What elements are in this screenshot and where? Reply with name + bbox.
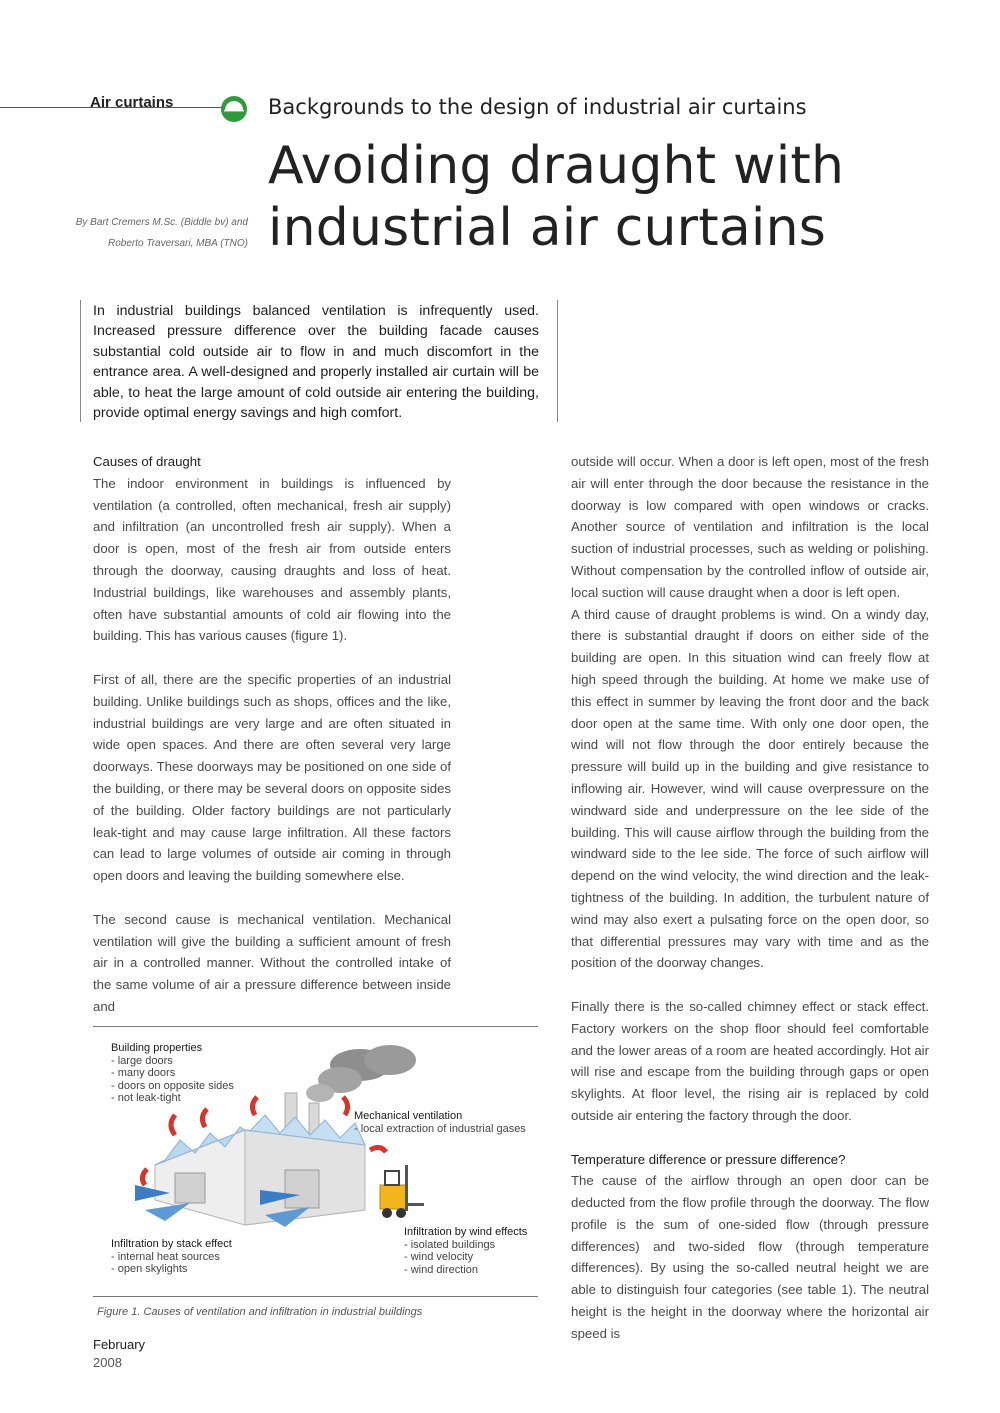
title-line-1: Avoiding draught with: [268, 136, 845, 196]
section-heading-temperature: Temperature difference or pressure difference?: [571, 1151, 846, 1167]
figure-label-wind: [404, 1226, 527, 1276]
paragraph: outside will occur. When a door is left open, most of the fresh air will enter through the door because the resistance in the doorway is low compared with open windows or cracks. Another source of ventilation and infiltration is the local suction of industrial processes, such as welding or polishing. Without compensation by the controlled inflow of outside air, local suction will cause draught when a door is left open.: [571, 454, 929, 600]
figure-label-title: Building properties: [111, 1042, 203, 1054]
byline-line-1: By Bart Cremers M.Sc. (Biddle bv) and: [75, 217, 248, 228]
lead-paragraph: In industrial buildings balanced ventilation is infrequently used. Increased pressure difference over the building facade causes substantial cold outside air to flow in and much discomfort in the entrance area. A well-designed and properly installed air curtain will be able, to heat the large amount of cold outside air entering the building, provide optimal energy savings and high comfort.: [93, 303, 539, 422]
paragraph: The indoor environment in buildings is influenced by ventilation (a controlled, often mechanical, fresh air supply) and infiltration (an uncontrolled fresh air supply). When a door is open, most of the fresh air from outside enters through the doorway, causing draughts and loss of heat. Industrial buildings, like warehouses and assembly plants, often have substantial amounts of cold air flowing into the building. This has various causes (figure 1).: [93, 475, 451, 644]
figure-label-item: - internal heat sources: [111, 1250, 220, 1263]
kicker: Backgrounds to the design of industrial air curtains: [268, 95, 807, 119]
figure-label-item: - many doors: [111, 1067, 176, 1079]
figure-top-rule: [93, 1026, 538, 1027]
figure-bottom-rule: [93, 1296, 538, 1297]
figure-label-item: - wind velocity: [404, 1251, 474, 1263]
figure-label-stack: [111, 1238, 232, 1276]
figure-label-item: - wind direction: [404, 1263, 478, 1276]
paragraph: First of all, there are the specific properties of an industrial building. Unlike buildings such as shops, offices and the like, industrial buildings are very large and are often situated in wide open spaces. And there are often several very large doorways. These doorways may be positioned on one side of the building, or there may be several doors on opposite sides of the building. Older factory buildings are not particularly leak-tight and may cause large infiltration. All these factors can lead to large volumes of outside air coming in through open doors and leaving the building somewhere else.: [93, 671, 451, 884]
figure-label-item: - isolated buildings: [404, 1238, 496, 1251]
lead-rule-right: [557, 300, 558, 422]
figure-label-mechanical: [354, 1110, 526, 1135]
title-line-2: industrial air curtains: [268, 198, 827, 258]
paragraph: A third cause of draught problems is wind. On a windy day, there is substantial draught if doors on either side of the building are open. In this situation wind can freely flow at high speed through the building. At home we make use of this effect in summer by leaving the front door and the back door open at the same time. With only one door open, the wind will not flow through the door entirely because the pressure will build up in the building and give resistance to inflowing air. However, wind will cause overpressure on the windward side and underpressure on the lee side of the building. This will cause airflow through the building from the windward side to the lee side. The force of such airflow will depend on the wind velocity, the wind direction and the leak-tightness of the building. In addition, the turbulent nature of wind may also exert a pulsating force on the open door, so that differential pressures may vary with time and as the position of the doorway changes.: [571, 606, 929, 971]
figure-label-title: Mechanical ventilation: [354, 1110, 463, 1122]
paragraph: Finally there is the so-called chimney effect or stack effect. Factory workers on the shop floor should feel comfortable and the lower areas of a room are heated accordingly. Hot air will rise and escape from the building through gaps or open skylights. At floor level, the rising air is replaced by cold outside air entering the factory through the door.: [571, 998, 929, 1123]
figure-label-item: - not leak-tight: [111, 1092, 181, 1104]
figure-label-building: [111, 1042, 234, 1105]
figure-label-item: - open skylights: [111, 1263, 188, 1275]
byline-line-2: Roberto Traversari, MBA (TNO): [107, 238, 248, 249]
figure-label-title: Infiltration by wind effects: [404, 1226, 528, 1238]
paragraph: The second cause is mechanical ventilation. Mechanical ventilation will give the building a sufficient amount of fresh air in a controlled manner. Without the controlled intake of the same volume of air a pressure difference between inside and: [93, 911, 451, 1014]
right-column: [571, 451, 929, 1345]
page-title: [268, 135, 844, 259]
left-column: [93, 451, 451, 1018]
section-label: Air curtains: [90, 94, 174, 111]
section-heading-causes: Causes of draught: [93, 454, 201, 469]
figure-label-item: - local extraction of industrial gases: [354, 1122, 526, 1135]
lead-rule-left: [80, 300, 81, 422]
figure-label-item: - large doors: [111, 1054, 173, 1067]
footer-year: 2008: [93, 1355, 122, 1370]
semicircle-logo-icon: [220, 95, 248, 123]
figure-caption: Figure 1. Causes of ventilation and infiltration in industrial buildings: [97, 1306, 423, 1318]
paragraph: The cause of the airflow through an open door can be deducted from the flow profile through the doorway. The flow profile is the sum of one-sided flow (through pressure differences) and two-sided flow (through temperature differences). By using the so-called neutral height we are able to distinguish four categories (see table 1). The neutral height is the height in the doorway where the horizontal air speed is: [571, 1173, 929, 1341]
figure-label-item: - doors on opposite sides: [111, 1079, 234, 1092]
footer-month: February: [93, 1337, 146, 1352]
figure-label-title: Infiltration by stack effect: [111, 1238, 232, 1250]
